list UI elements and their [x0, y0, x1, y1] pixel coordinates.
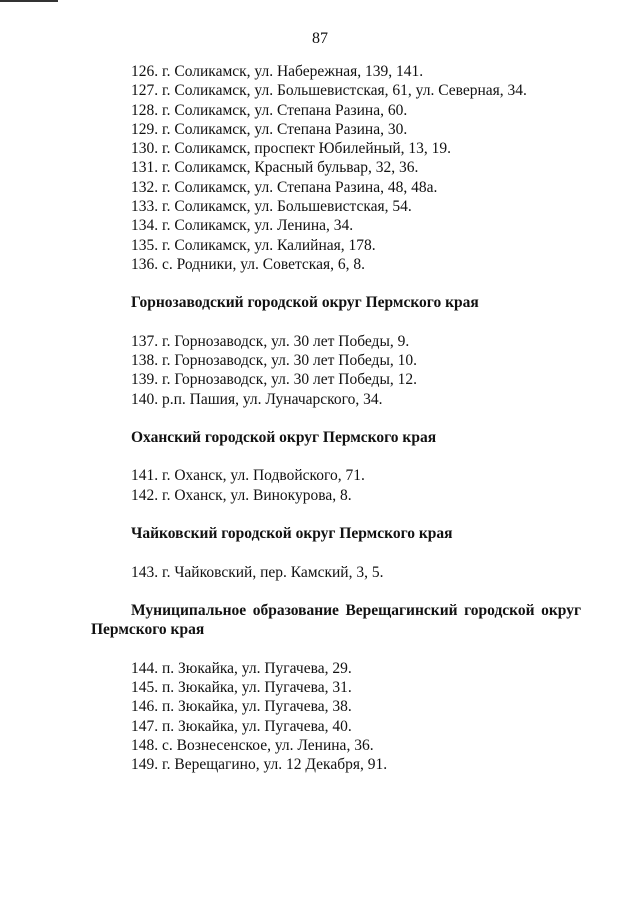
list-item: 128. г. Соликамск, ул. Степана Разина, 60. — [131, 101, 408, 119]
list-item: 139. г. Горнозаводск, ул. 30 лет Победы, 12. — [131, 371, 417, 389]
list-item: 135. г. Соликамск, ул. Калийная, 178. — [131, 236, 376, 254]
list-item: 149. г. Верещагино, ул. 12 Декабря, 91. — [131, 756, 388, 774]
list-item: 142. г. Оханск, ул. Винокурова, 8. — [131, 486, 352, 504]
list-item: 132. г. Соликамск, ул. Степана Разина, 48, 48а. — [131, 178, 438, 196]
list-item: 137. г. Горнозаводск, ул. 30 лет Победы, 9. — [131, 332, 410, 350]
list-item: 148. с. Вознесенское, ул. Ленина, 36. — [131, 737, 374, 755]
list-item: 129. г. Соликамск, ул. Степана Разина, 30. — [131, 120, 408, 138]
list-item: 140. р.п. Пашия, ул. Луначарского, 34. — [131, 390, 383, 408]
section-heading-gornozavodsk: Горнозаводский городской округ Пермского края — [131, 294, 479, 312]
entry-list-okhansk — [0, 466, 640, 505]
section-heading-vereshchagino: Муниципальное образование Верещагинский городской округ Пермского края — [91, 601, 581, 639]
list-item: 127. г. Соликамск, ул. Большевистская, 61, ул. Северная, 34. — [131, 82, 527, 100]
list-item: 141. г. Оханск, ул. Подвойского, 71. — [131, 467, 365, 485]
list-item: 138. г. Горнозаводск, ул. 30 лет Победы, 10. — [131, 352, 417, 370]
list-item: 144. п. Зюкайка, ул. Пугачева, 29. — [131, 659, 352, 677]
entry-list-gornozavodsk — [0, 332, 640, 409]
entry-list-chaykovsky — [0, 563, 640, 582]
entry-list-solikamsk — [0, 62, 640, 274]
list-item: 136. с. Родники, ул. Советская, 6, 8. — [131, 255, 365, 273]
list-item: 126. г. Соликамск, ул. Набережная, 139, 141. — [131, 63, 424, 80]
list-item: 131. г. Соликамск, Красный бульвар, 32, 36. — [131, 159, 419, 177]
section-heading-chaykovsky: Чайковский городской округ Пермского края — [131, 525, 453, 543]
list-item: 134. г. Соликамск, ул. Ленина, 34. — [131, 217, 354, 235]
document-body — [0, 62, 640, 775]
list-item: 143. г. Чайковский, пер. Камский, 3, 5. — [131, 563, 384, 581]
section-heading-okhansk: Оханский городской округ Пермского края — [131, 428, 437, 446]
list-item: 133. г. Соликамск, ул. Большевистская, 54. — [131, 198, 412, 216]
list-item: 147. п. Зюкайка, ул. Пугачева, 40. — [131, 717, 352, 735]
scan-edge-mark — [0, 0, 58, 2]
list-item: 145. п. Зюкайка, ул. Пугачева, 31. — [131, 679, 352, 697]
list-item: 146. п. Зюкайка, ул. Пугачева, 38. — [131, 698, 352, 716]
page-number: 87 — [312, 30, 328, 47]
entry-list-vereshchagino — [0, 659, 640, 775]
list-item: 130. г. Соликамск, проспект Юбилейный, 13, 19. — [131, 140, 452, 158]
